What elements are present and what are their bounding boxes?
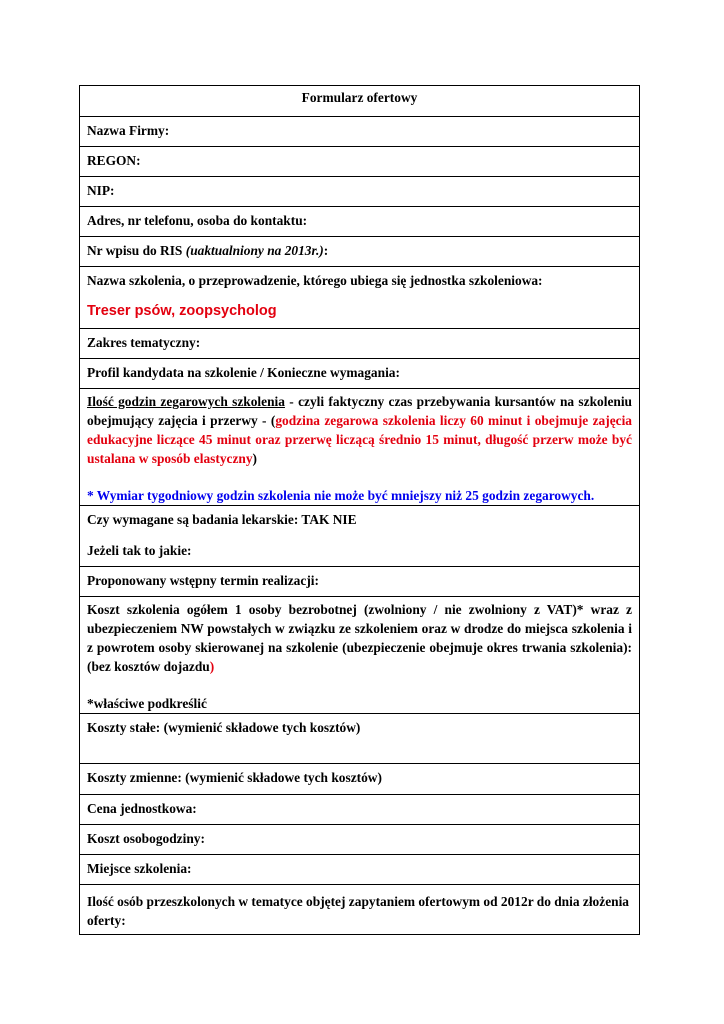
variable-costs-field[interactable]: Koszty zmienne: (wymienić składowe tych kosztów): [80, 764, 640, 795]
medical-question: Czy wymagane są badania lekarskie: TAK NIE: [87, 512, 357, 527]
hours-text: - czyli faktyczny czas przebywania kursantów na szkoleniu obejmujący zajęcia i przerwy - (: [87, 394, 633, 428]
trained-count-field[interactable]: Ilość osób przeszkolonych w tematyce objętej zapytaniem ofertowym od 2012r do dnia złożenia oferty:: [80, 885, 640, 935]
training-name-field[interactable]: [80, 267, 640, 329]
hours-close: ): [252, 451, 258, 466]
hours-description: [87, 392, 632, 468]
cost-text: Koszt szkolenia ogółem 1 osoby bezrobotnej (zwolniony / nie zwolniony z VAT)* wraz z ubezpieczeniem NW powstałych w związku ze szkoleniem oraz w drodze do miejsca szkolenia i z powrotem osoby skierowanej na szkolenie (ubezpieczenie obejmuje okres trwania szkolenia): (bez kosztów dojazdu: [87, 602, 632, 674]
proposed-term-field[interactable]: Proponowany wstępny termin realizacji:: [80, 567, 640, 597]
form-title: Formularz ofertowy: [80, 86, 640, 117]
regon-field[interactable]: REGON:: [80, 147, 640, 177]
training-name-value: Treser psów, zoopsycholog: [87, 303, 277, 320]
address-field[interactable]: Adres, nr telefonu, osoba do kontaktu:: [80, 207, 640, 237]
hours-weekly-note: * Wymiar tygodniowy godzin szkolenia nie może być mniejszy niż 25 godzin zegarowych.: [87, 488, 595, 503]
offer-form-table: [79, 85, 640, 935]
cost-description: [87, 600, 632, 676]
ris-field[interactable]: [80, 237, 640, 267]
cost-note: *właściwe podkreślić: [87, 696, 207, 711]
cost-field[interactable]: [80, 597, 640, 714]
unit-price-field[interactable]: Cena jednostkowa:: [80, 795, 640, 825]
nip-field[interactable]: NIP:: [80, 177, 640, 207]
scope-field[interactable]: Zakres tematyczny:: [80, 329, 640, 359]
ris-label-italic: (uaktualniony na 2013r.): [185, 243, 324, 258]
cost-close: ): [209, 659, 215, 674]
fixed-costs-field[interactable]: Koszty stałe: (wymienić składowe tych kosztów): [80, 714, 640, 764]
place-field[interactable]: Miejsce szkolenia:: [80, 855, 640, 885]
hours-field[interactable]: [80, 389, 640, 506]
hours-red-note: godzina zegarowa szkolenia liczy 60 minut i obejmuje zajęcia edukacyjne liczące 45 minut oraz przerwę liczącą średnio 15 minut, długość przerw może być ustalana w sposób elastyczny: [87, 413, 632, 466]
medical-field[interactable]: [80, 506, 640, 567]
hour-cost-field[interactable]: Koszt osobogodziny:: [80, 825, 640, 855]
hours-label: Ilość godzin zegarowych szkolenia: [87, 394, 285, 409]
firm-name-field[interactable]: Nazwa Firmy:: [80, 117, 640, 147]
medical-which: Jeżeli tak to jakie:: [87, 543, 192, 559]
training-name-label: Nazwa szkolenia, o przeprowadzenie, którego ubiega się jednostka szkoleniowa:: [87, 273, 543, 288]
ris-label-suffix: :: [323, 243, 329, 258]
ris-label: Nr wpisu do RIS: [87, 243, 186, 258]
profile-field[interactable]: Profil kandydata na szkolenie / Konieczne wymagania:: [80, 359, 640, 389]
